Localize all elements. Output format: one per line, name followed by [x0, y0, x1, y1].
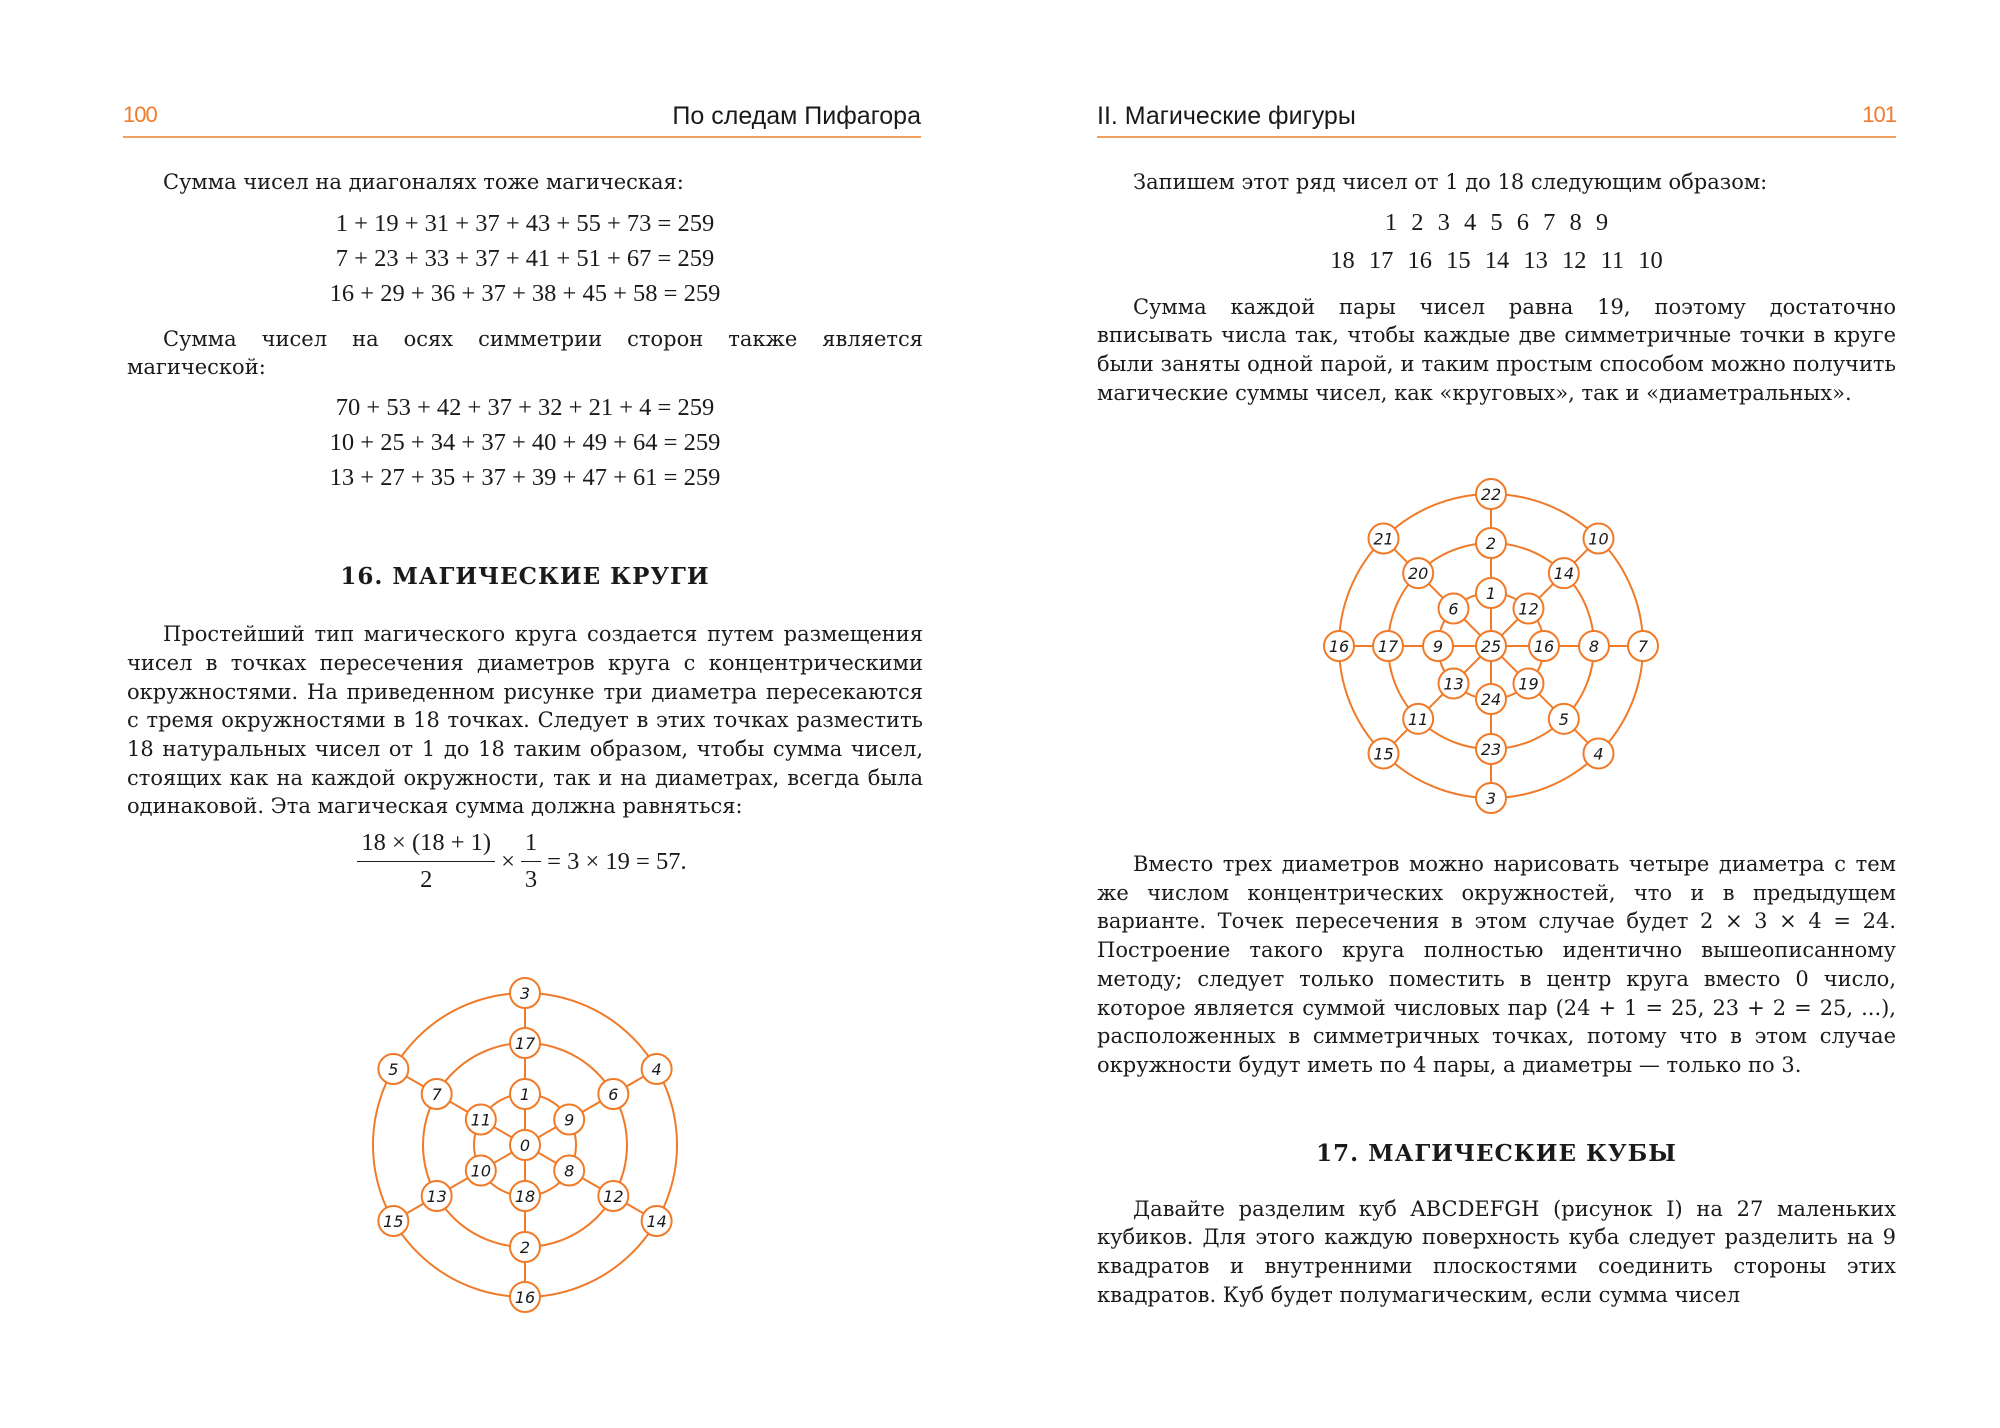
pairs-paragraph: Сумма каждой пары чисел равна 19, поэтому достаточно вписывать числа так, чтобы каждые две симметричные точки в круге были заняты одной парой, и таким простым способом можно получить магические суммы чисел, как «круговых», так и «диаметральных». — [1097, 294, 1896, 405]
node-label: 12 — [1518, 599, 1539, 619]
section-paragraph: Простейший тип магического круга создается путем размещения чисел в точках пересечения диаметров круга с концентрическими окружностями. На приведенном рисунке три диаметра пересекаются с тремя окружностями в 18 точках. Следует в этих точках разместить 18 натуральных чисел от 1 до 18 таким образом, чтобы сумма чисел, стоящих как на каждой окружности, так и на диаметрах, всегда была одинаковой. Эта магическая сумма должна равняться: — [127, 622, 923, 819]
node-label: 4 — [1593, 744, 1604, 764]
right-page — [1000, 0, 2000, 1428]
node-label: 17 — [1377, 637, 1399, 656]
fraction — [357, 829, 495, 894]
node-label: 7 — [431, 1085, 442, 1104]
fraction-denominator: 3 — [524, 866, 538, 894]
circle-node — [1529, 631, 1559, 661]
left-body — [127, 168, 923, 894]
circle-node — [378, 1054, 408, 1084]
diagonal-equations — [127, 206, 923, 311]
number-row-2: 18 17 16 15 14 13 12 11 10 — [1330, 246, 1663, 274]
node-label: 6 — [608, 1085, 619, 1104]
right-body-top — [1097, 168, 1896, 408]
circle-node — [510, 1130, 540, 1160]
magic-circle-diagram-3-diameters — [370, 975, 680, 1315]
circle-node — [1476, 734, 1506, 764]
circle-node — [1549, 558, 1579, 588]
node-label: 1 — [519, 1085, 531, 1104]
circle-node — [1583, 524, 1613, 554]
node-label: 18 — [514, 1187, 536, 1206]
node-label: 9 — [564, 1110, 575, 1130]
equation: 70 + 53 + 42 + 37 + 32 + 21 + 4 = 259 — [335, 394, 715, 422]
intro-axes: Сумма чисел на осях симметрии сторон также является магической: — [127, 326, 923, 380]
circle-node — [1324, 631, 1354, 661]
section-heading: 17. МАГИЧЕСКИЕ КУБЫ — [1316, 1139, 1677, 1167]
circle-node — [642, 1054, 672, 1084]
node-label: 14 — [646, 1212, 667, 1231]
circle-node — [1549, 704, 1579, 734]
node-label: 15 — [1373, 744, 1394, 764]
page-number: 101 — [1862, 102, 1896, 127]
running-title: По следам Пифагора — [672, 102, 921, 130]
circle-node — [1513, 594, 1543, 624]
fraction-numerator: 18 × (18 + 1) — [357, 829, 495, 862]
circle-node — [1476, 684, 1506, 714]
circle-node — [1628, 631, 1658, 661]
formula-result: = 3 × 19 = 57. — [547, 847, 687, 875]
node-label: 20 — [1407, 564, 1429, 584]
node-label: 17 — [514, 1034, 536, 1053]
intro-row: Запишем этот ряд чисел от 1 до 18 следующим образом: — [1133, 170, 1768, 194]
node-label: 23 — [1480, 740, 1502, 759]
node-label: 10 — [1588, 529, 1609, 549]
circle-node — [466, 1156, 496, 1186]
node-label: 9 — [1432, 637, 1444, 656]
node-label: 13 — [1443, 674, 1464, 694]
circle-node — [1369, 524, 1399, 554]
circle-node — [1403, 704, 1433, 734]
circle-node — [510, 1232, 540, 1262]
circle-node — [1476, 631, 1506, 661]
node-label: 19 — [1518, 674, 1539, 694]
node-label: 1 — [1485, 584, 1497, 603]
node-label: 4 — [651, 1060, 662, 1079]
circle-node — [422, 1079, 452, 1109]
node-label: 5 — [1558, 709, 1569, 729]
section-heading: 16. МАГИЧЕСКИЕ КРУГИ — [340, 563, 710, 591]
cube-paragraph: Давайте разделим куб ABCDEFGH (рисунок I) на 27 маленьких кубиков. Для этого каждую поверхность куба следует разделить на 9 квадратов и внутренними плоскостями соединить стороны этих квадратов. Куб будет полумагическим, если сумма чисел — [1097, 1196, 1896, 1307]
node-label: 6 — [1448, 599, 1459, 619]
circle-node — [510, 1181, 540, 1211]
node-label: 21 — [1373, 529, 1394, 549]
node-label: 8 — [1588, 637, 1600, 656]
node-label: 10 — [470, 1161, 492, 1181]
circle-node — [1423, 631, 1453, 661]
node-label: 5 — [388, 1060, 399, 1079]
circle-node — [1476, 528, 1506, 558]
circle-node — [642, 1206, 672, 1236]
equation: 1 + 19 + 31 + 37 + 43 + 55 + 73 = 259 — [335, 209, 715, 237]
node-label: 25 — [1480, 637, 1502, 656]
circle-node — [598, 1181, 628, 1211]
node-label: 2 — [519, 1238, 531, 1257]
circle-node — [510, 978, 540, 1008]
circle-node — [466, 1105, 496, 1135]
circle-node — [510, 1282, 540, 1312]
axis-equations — [127, 390, 923, 495]
circle-node — [510, 1028, 540, 1058]
page-number: 100 — [123, 102, 157, 127]
right-header — [1097, 102, 1896, 138]
circle-node — [1583, 738, 1613, 768]
equation: 7 + 23 + 33 + 37 + 41 + 51 + 67 = 259 — [335, 244, 715, 272]
node-label: 12 — [603, 1187, 624, 1206]
equation: 13 + 27 + 35 + 37 + 39 + 47 + 61 = 259 — [329, 464, 721, 492]
node-label: 2 — [1485, 534, 1497, 553]
node-label: 8 — [564, 1161, 575, 1181]
node-label: 16 — [1328, 637, 1350, 656]
node-label: 16 — [1533, 637, 1555, 656]
node-label: 11 — [1407, 709, 1429, 729]
node-label: 16 — [514, 1288, 536, 1307]
circle-node — [1439, 594, 1469, 624]
circle-node — [554, 1156, 584, 1186]
node-label: 22 — [1480, 485, 1502, 504]
node-label: 24 — [1480, 690, 1502, 709]
node-label: 11 — [470, 1110, 492, 1130]
circle-node — [1476, 578, 1506, 608]
circle-node — [598, 1079, 628, 1109]
four-diameters-paragraph: Вместо трех диаметров можно нарисовать четыре диаметра с тем же числом концентрических окружностей, что и в предыдущем варианте. Точек пересечения в этом случае будет 2 × 3 × 4 = 24. Построение такого круга полностью идентично вышеописанному методу; следует только поместить в центр круга вместо 0 число, которое является суммой числовых пар (24 + 1 = 25, 23 + 2 = 25, ...), расположенных в симметричных точках, потому что в этом случае окружности будут иметь по 4 пары, а диаметры — только по 3. — [1097, 852, 1896, 1077]
circle-node — [1439, 668, 1469, 698]
times-sign: × — [501, 847, 515, 875]
equation: 10 + 25 + 34 + 37 + 40 + 49 + 64 = 259 — [329, 429, 721, 457]
number-row-1: 1 2 3 4 5 6 7 8 9 — [1384, 208, 1609, 236]
fraction-numerator: 1 — [521, 829, 541, 862]
node-label: 0 — [519, 1136, 531, 1155]
running-title: II. Магические фигуры — [1097, 102, 1356, 130]
magic-sum-formula — [127, 829, 923, 894]
node-label: 7 — [1637, 637, 1649, 656]
node-label: 13 — [426, 1187, 447, 1206]
equation: 16 + 29 + 36 + 37 + 38 + 45 + 58 = 259 — [329, 279, 721, 307]
circle-node — [1369, 738, 1399, 768]
circle-node — [1476, 479, 1506, 509]
node-label: 3 — [519, 984, 531, 1003]
circle-node — [378, 1206, 408, 1236]
right-body-bottom — [1097, 850, 1896, 1309]
fraction — [521, 829, 541, 894]
circle-node — [1513, 668, 1543, 698]
left-header — [123, 102, 921, 138]
circle-node — [554, 1105, 584, 1135]
circle-node — [1579, 631, 1609, 661]
circle-node — [422, 1181, 452, 1211]
intro-diagonals: Сумма чисел на диагоналях тоже магическая: — [163, 170, 684, 194]
circle-node — [1476, 783, 1506, 813]
node-label: 15 — [383, 1212, 404, 1231]
node-label: 3 — [1485, 789, 1497, 808]
fraction-denominator: 2 — [420, 866, 433, 894]
circle-node — [1403, 558, 1433, 588]
node-label: 14 — [1553, 564, 1575, 584]
circle-node — [1373, 631, 1403, 661]
circle-node — [510, 1079, 540, 1109]
magic-circle-diagram-4-diameters — [1318, 473, 1668, 823]
